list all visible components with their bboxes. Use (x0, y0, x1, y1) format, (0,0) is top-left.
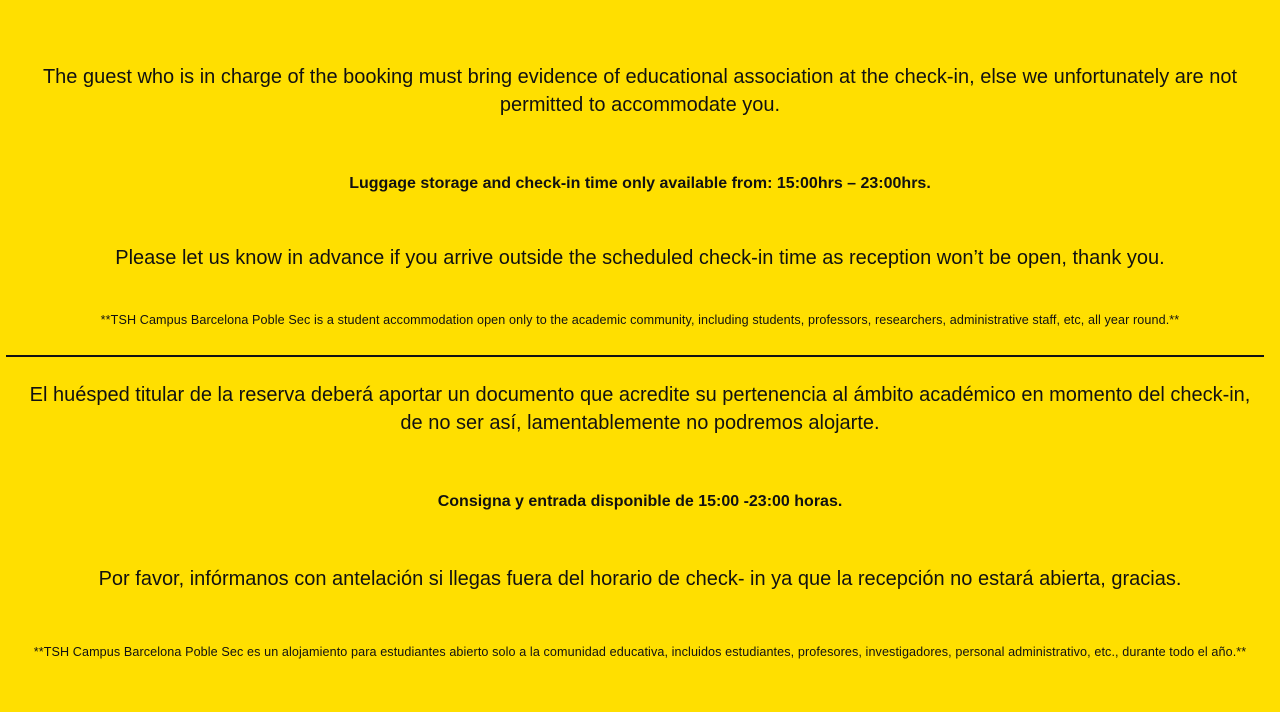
section-divider (6, 355, 1264, 357)
english-footnote: **TSH Campus Barcelona Poble Sec is a student accommodation open only to the academic community, including students, professors, researchers, administrative staff, etc, all year round.** (100, 313, 1180, 327)
english-advance-notice: Please let us know in advance if you arrive outside the scheduled check-in time as reception won’t be open, thank you. (115, 247, 1165, 269)
spanish-luggage-notice: Consigna y entrada disponible de 15:00 -23:00 horas. (437, 493, 843, 510)
english-evidence-notice: The guest who is in charge of the booking must bring evidence of educational association at the check-in, else we unfortunately are not permitted to accommodate you. (42, 66, 1238, 116)
english-luggage-notice: Luggage storage and check-in time only available from: 15:00hrs – 23:00hrs. (349, 175, 931, 192)
spanish-evidence-notice: El huésped titular de la reserva deberá aportar un documento que acredite su pertenencia al ámbito académico en momento del check-in, de no ser así, lamentablemente no podremos alojarte. (29, 384, 1251, 434)
spanish-footnote: **TSH Campus Barcelona Poble Sec es un alojamiento para estudiantes abierto solo a la comunidad educativa, incluidos estudiantes, profesores, investigadores, personal administrativo, etc., durante todo el año.** (33, 645, 1247, 659)
spanish-advance-notice: Por favor, infórmanos con antelación si llegas fuera del horario de check- in ya que la recepción no estará abierta, gracias. (98, 568, 1182, 590)
